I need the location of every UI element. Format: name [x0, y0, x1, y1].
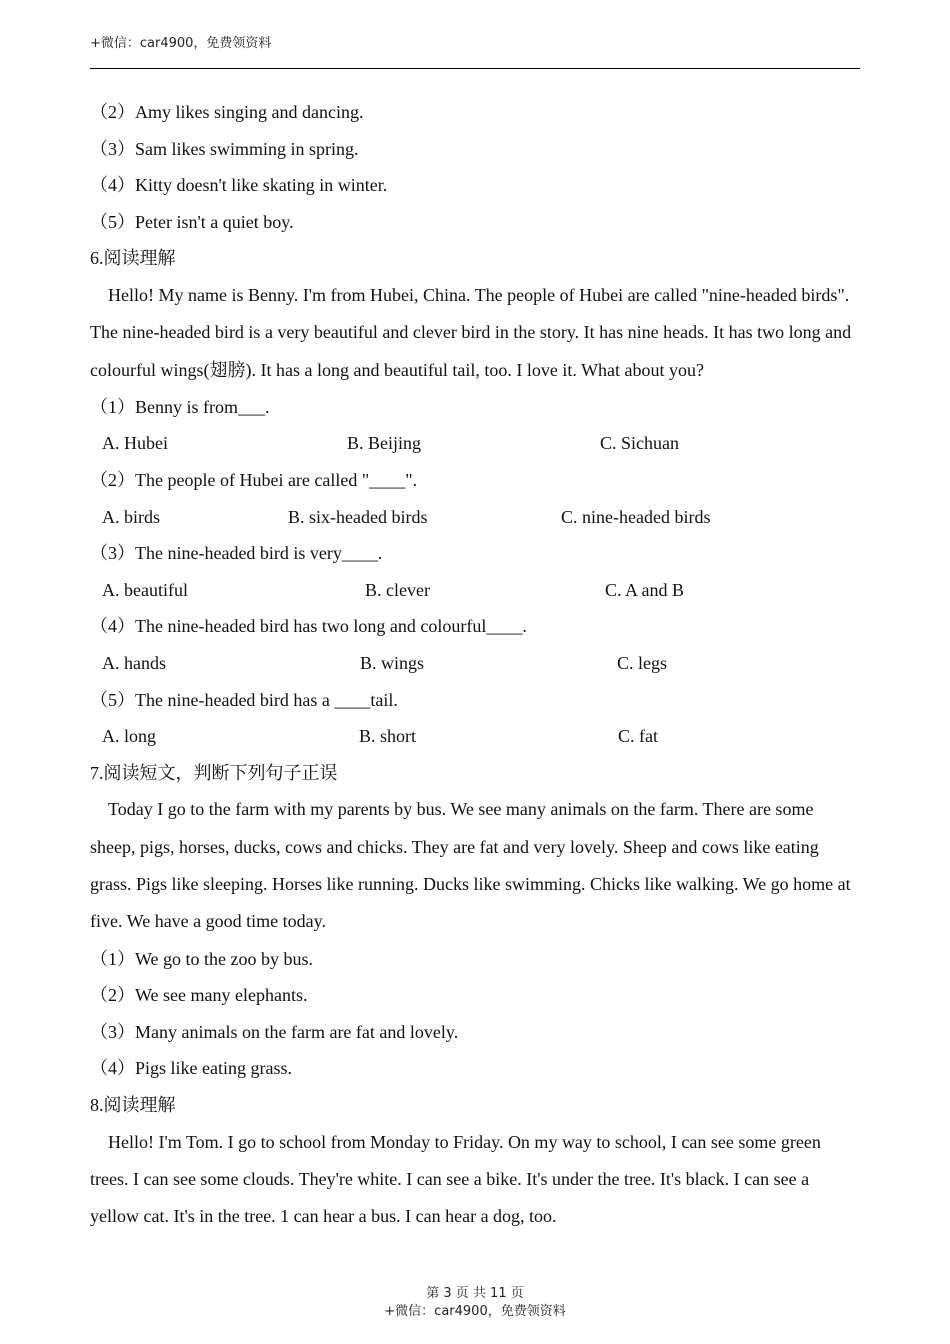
s7-item-2: （2）We see many elephants. [90, 985, 308, 1006]
s6-q4-option-b: B. wings [360, 653, 425, 674]
s6-q3-option-a: A. beautiful [102, 579, 188, 600]
s5-item-5: （5）Peter isn't a quiet boy. [90, 211, 294, 232]
section-6-title: 6.阅读理解 [90, 248, 176, 269]
s5-item-2: （2）Amy likes singing and dancing. [90, 102, 364, 122]
s6-q5-option-a: A. long [102, 726, 156, 747]
s5-item-3: （3）Sam likes swimming in spring. [90, 138, 359, 159]
s6-q2-stem: （2）The people of Hubei are called "____". [90, 470, 418, 491]
section-7-passage: Today I go to the farm with my parents by bus. We see many animals on the farm. There are some sheep, pigs, horses, ducks, cows and chicks. They are fat and very lovely. Sheep and cows like eating grass. Pigs like sleeping. Horses like running. Ducks like swimming. Chicks like walking. We go home at five. We have a good time today. [90, 799, 851, 932]
s6-q2-options [90, 499, 860, 536]
section-8-title: 8.阅读理解 [90, 1094, 176, 1115]
s6-q1-option-a: A. Hubei [102, 433, 168, 454]
s6-q5-stem: （5）The nine-headed bird has a ____tail. [90, 689, 398, 710]
s6-q5-option-b: B. short [359, 726, 417, 747]
s7-item-3: （3）Many animals on the farm are fat and lovely. [90, 1021, 459, 1042]
s6-q3-option-b: B. clever [365, 579, 430, 600]
s6-q5-options [90, 718, 860, 755]
header-rule [90, 68, 860, 69]
s6-q1-option-c: C. Sichuan [600, 433, 679, 454]
s6-q5-option-c: C. fat [618, 726, 658, 747]
s6-q2-option-b: B. six-headed birds [288, 506, 428, 527]
footer-watermark: +微信：car4900，免费领资料 [384, 1304, 566, 1319]
s6-q4-options [90, 645, 860, 682]
s5-item-4: （4）Kitty doesn't like skating in winter. [90, 175, 388, 196]
header-watermark: +微信：car4900，免费领资料 [90, 36, 272, 51]
section-8-passage: Hello! I'm Tom. I go to school from Monday to Friday. On my way to school, I can see some green trees. I can see some clouds. They're white. I can see a bike. It's under the tree. It's black. I can see a yellow cat. It's in the tree. 1 can hear a bus. I can hear a dog, too. [90, 1131, 821, 1227]
s6-q1-options [90, 425, 860, 462]
s6-q2-option-a: A. birds [102, 506, 160, 527]
section-7-title: 7.阅读短文，判断下列句子正误 [90, 762, 338, 783]
s6-q2-option-c: C. nine-headed birds [561, 506, 711, 527]
page-number: 第 3 页 共 11 页 [426, 1286, 524, 1301]
s6-q3-options [90, 572, 860, 609]
document-body [90, 94, 860, 1235]
s6-q4-option-c: C. legs [617, 653, 668, 674]
s6-q1-stem: （1）Benny is from___. [90, 396, 270, 417]
s6-q4-option-a: A. hands [102, 653, 166, 674]
s6-q1-option-b: B. Beijing [347, 433, 422, 454]
s6-q3-option-c: C. A and B [605, 579, 685, 600]
s6-q3-stem: （3）The nine-headed bird is very____. [90, 543, 383, 564]
s7-item-1: （1）We go to the zoo by bus. [90, 948, 314, 969]
s6-q4-stem: （4）The nine-headed bird has two long and colourful____. [90, 616, 527, 637]
s7-item-4: （4）Pigs like eating grass. [90, 1058, 292, 1079]
section-6-passage: Hello! My name is Benny. I'm from Hubei, China. The people of Hubei are called "nine-headed birds". The nine-headed bird is a very beautiful and clever bird in the story. It has nine heads. It has two long and colourful wings(翅膀). It has a long and beautiful tail, too. I love it. What about you? [90, 284, 852, 380]
